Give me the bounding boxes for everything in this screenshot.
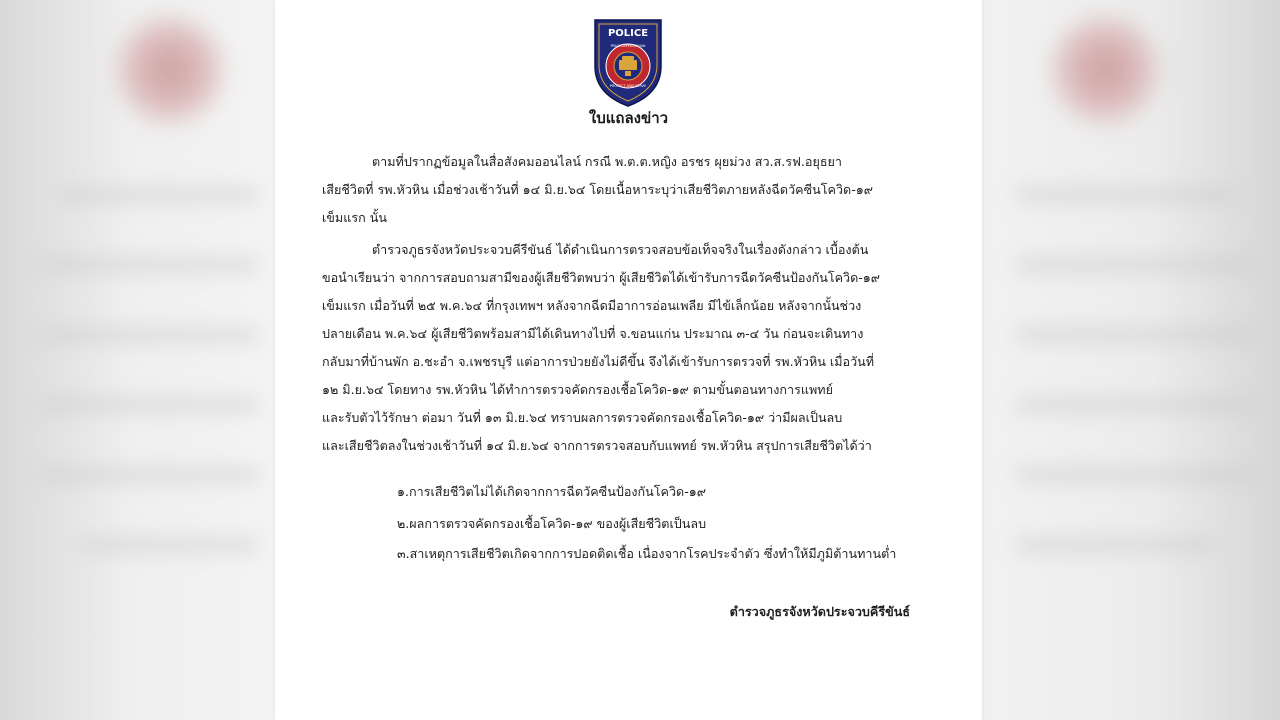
paragraph-line: ขอนำเรียนว่า จากการสอบถามสามีของผู้เสียชีวิตพบว่า ผู้เสียชีวิตได้เข้ารับการฉีดวัคซีนป้องกันโควิด-๑๙	[322, 270, 881, 285]
conclusion-item-1: ๑.การเสียชีวิตไม่ได้เกิดจากการฉีดวัคซีนป้องกันโควิด-๑๙	[397, 484, 706, 499]
paragraph-line: ปลายเดือน พ.ค.๖๔ ผู้เสียชีวิตพร้อมสามีได้เดินทางไปที่ จ.ขอนแก่น ประมาณ ๓-๔ วัน ก่อนจะเดินทาง	[322, 326, 864, 341]
paragraph-line: เข็มแรก นั้น	[322, 210, 387, 225]
paragraph-line: เข็มแรก เมื่อวันที่ ๒๕ พ.ค.๖๔ ที่กรุงเทพฯ หลังจากฉีดมีอาการอ่อนเพลีย มีไข้เล็กน้อย หลังจากนั้นช่วง	[322, 298, 862, 313]
paragraph-line: กลับมาที่บ้านพัก อ.ชะอำ จ.เพชรบุรี แต่อาการป่วยยังไม่ดีขึ้น จึงได้เข้ารับการตรวจที่ รพ.หัวหิน เมื่อวันที่	[322, 354, 875, 369]
paragraph-line: เสียชีวิตที่ รพ.หัวหิน เมื่อช่วงเช้าวันที่ ๑๔ มิ.ย.๖๔ โดยเนื้อหาระบุว่าเสียชีวิตภายหลังฉีดวัคซีนโควิด-๑๙	[322, 182, 873, 197]
paragraph-line: และรับตัวไว้รักษา ต่อมา วันที่ ๑๓ มิ.ย.๖๔ ทราบผลการตรวจคัดกรองเชื้อโควิด-๑๙ ว่ามีผลเป็นลบ	[322, 410, 843, 425]
logo-title-text: POLICE	[607, 28, 649, 39]
logo-motto-text: PROTECT AND SERVE	[609, 84, 647, 88]
page-title: ใบแถลงข่าว	[588, 109, 669, 127]
paragraph-line: ตามที่ปรากฏข้อมูลในสื่อสังคมออนไลน์ กรณี พ.ต.ต.หญิง อรชร ผุยม่วง สว.ส.รฟ.อยุธยา	[372, 154, 842, 169]
blurred-background-left	[0, 0, 275, 720]
logo-province-text: PRACHUAPKHIRIKHAN	[610, 44, 646, 48]
paragraph-line: และเสียชีวิตลงในช่วงเช้าวันที่ ๑๔ มิ.ย.๖๔ จากการตรวจสอบกับแพทย์ รพ.หัวหิน สรุปการเสียชีวิตได้ว่า	[322, 438, 872, 453]
conclusion-item-3: ๓.สาเหตุการเสียชีวิตเกิดจากการปอดติดเชื้อ เนื่องจากโรคประจำตัว ซึ่งทำให้มีภูมิต้านทานต่ำ	[397, 546, 897, 561]
paragraph-investigation	[322, 236, 932, 460]
paragraph-intro	[322, 148, 932, 232]
conclusion-item-2: ๒.ผลการตรวจคัดกรองเชื้อโควิด-๑๙ ของผู้เสียชีวิตเป็นลบ	[397, 516, 707, 531]
signature-authority: ตำรวจภูธรจังหวัดประจวบคีรีขันธ์	[729, 604, 910, 619]
paragraph-line: ตำรวจภูธรจังหวัดประจวบคีรีขันธ์ ได้ดำเนินการตรวจสอบข้อเท็จจริงในเรื่องดังกล่าว เบื้องต้น	[372, 242, 869, 257]
paragraph-line: ๑๒ มิ.ย.๖๔ โดยทาง รพ.หัวหิน ได้ทำการตรวจคัดกรองเชื้อโควิด-๑๙ ตามขั้นตอนทางการแพทย์	[322, 382, 833, 397]
blurred-background-right	[1005, 0, 1280, 720]
police-badge-logo	[589, 16, 667, 108]
press-release-document	[275, 0, 982, 720]
